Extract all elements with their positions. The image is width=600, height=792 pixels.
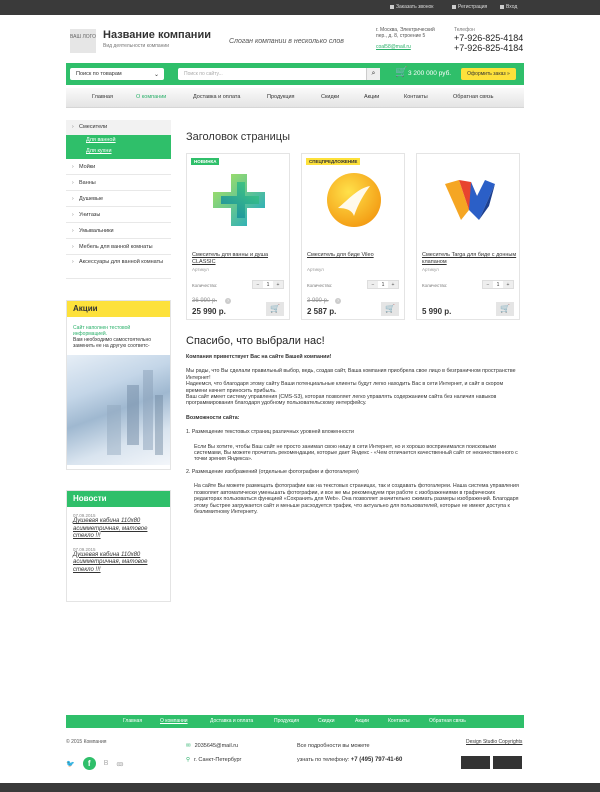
callback-label: Заказать звонок <box>396 4 434 10</box>
sidebar-item-toilets[interactable] <box>66 207 171 223</box>
product-image[interactable] <box>439 170 499 230</box>
sidebar-item-accessories[interactable] <box>66 255 171 279</box>
chevron-down-icon: ⌄ <box>153 72 159 78</box>
menu-item-promotions[interactable]: Акции <box>364 94 380 100</box>
footer-item-discounts[interactable]: Скидки <box>318 718 335 724</box>
chevron-right-icon: › <box>72 164 74 170</box>
product-name-link[interactable]: Смеситель для биде Vileo <box>307 252 374 258</box>
phone-icon <box>390 5 394 9</box>
news-date: 07.09.2015 <box>73 513 96 518</box>
promo-text-body: Вам необходимо самостоятельно заменить ее на другую соответс- <box>73 337 152 349</box>
chevron-right-icon: › <box>72 244 74 250</box>
add-to-cart-button[interactable] <box>266 302 284 316</box>
info-icon[interactable]: ? <box>226 298 230 303</box>
product-article: Артикул <box>307 267 324 272</box>
login-link[interactable] <box>500 4 517 10</box>
cart-icon[interactable]: 🛒 <box>395 67 408 78</box>
page-title: Заголовок страницы <box>186 131 290 143</box>
lead-text: Компания приветствует Вас на сайте Вашей компании! <box>186 354 332 360</box>
location-icon: ⚲ <box>186 757 191 763</box>
sidebar-item-label: Смесители <box>79 124 108 130</box>
phone-2: +7-926-825-4184 <box>454 43 524 53</box>
sidebar-submenu <box>66 120 171 159</box>
old-price: 3 990 р. <box>307 298 329 304</box>
sidebar-item-washbasins[interactable] <box>66 223 171 239</box>
menu-item-contacts[interactable]: Контакты <box>404 94 428 100</box>
footer-city-text: г. Санкт-Петербург <box>194 757 242 763</box>
footer-item-delivery[interactable]: Доставка и оплата <box>210 718 254 724</box>
feature-title: 2. Размещение изображений (отдельные фотографии и фотогалерея) <box>186 468 359 475</box>
promo-box <box>66 300 171 470</box>
twitter-icon[interactable]: 🐦 <box>66 760 75 768</box>
quantity-label: Количество: <box>192 283 218 288</box>
old-price: 36 990 р. <box>192 298 218 304</box>
search-category-value: Поиск по товарам <box>76 71 122 77</box>
studio-link[interactable]: Design Studio Copyrights <box>466 739 523 745</box>
feature-text: Если Вы хотите, чтобы Ваш сайт не просто занимал свою нишу в сети Интернет, но и хорошо воспринимался поисковыми системами, Вы можете прочитать рекомендации, которые дает Яндекс - «Чем отличается качественный сайт от некачественного с точки зрения Яндекса». <box>194 443 518 463</box>
cart-icon: 🛒 <box>270 304 280 313</box>
callback-link[interactable] <box>390 4 433 10</box>
add-to-cart-button[interactable] <box>381 302 399 316</box>
sidebar-item-baths[interactable] <box>66 175 171 191</box>
footer-item-feedback[interactable]: Обратная связь <box>429 718 466 724</box>
product-image[interactable] <box>324 170 384 230</box>
chevron-right-icon: › <box>72 124 74 130</box>
product-image[interactable] <box>209 170 269 230</box>
badge-new: НОВИНКА <box>191 158 219 165</box>
menu-item-feedback[interactable]: Обратная связь <box>453 94 494 100</box>
user-icon <box>452 5 456 9</box>
footer-phone-label: узнать по телефону: <box>297 757 350 763</box>
feature-title: 1. Размещение текстовых страниц различных уровней вложенности <box>186 429 354 436</box>
phone-1: +7-926-825-4184 <box>454 33 524 43</box>
promo-text <box>67 317 170 349</box>
company-subtitle: Вид деятельности компании <box>103 43 170 49</box>
product-article: Артикул <box>422 267 439 272</box>
counters <box>461 756 522 769</box>
sidebar-item-mixers[interactable] <box>66 120 171 135</box>
footer-item-about[interactable]: О компании <box>160 718 188 724</box>
search-icon[interactable]: ⌕ <box>366 68 380 80</box>
footer-phone <box>297 757 402 763</box>
product-name-link[interactable]: Смеситель для ванны и душа CLASSIC <box>192 252 269 265</box>
sidebar-item-label: Аксессуары для ванной комнаты <box>79 259 164 265</box>
sidebar-item-label: Умывальники <box>79 228 114 234</box>
plus-button[interactable]: + <box>273 281 283 288</box>
news-link[interactable]: Душевая кабина 110x80 асимметричная, матовое стекло !!! <box>73 518 148 539</box>
quantity-stepper[interactable] <box>482 280 514 289</box>
chevron-right-icon: › <box>72 196 74 202</box>
sidebar-item-label: Душевые <box>79 196 104 202</box>
search-input[interactable] <box>178 68 380 80</box>
cart-icon: 🛒 <box>500 304 510 313</box>
article-body <box>186 354 522 521</box>
lock-icon <box>500 5 504 9</box>
quantity-stepper[interactable] <box>252 280 284 289</box>
product-article: Артикул <box>192 267 209 272</box>
menu-item-discounts[interactable]: Скидки <box>321 94 340 100</box>
product-name-link[interactable]: Смеситель Targa для биде с донным клапаном <box>422 252 517 265</box>
quantity-value[interactable]: 1 <box>496 282 500 288</box>
address-line1: г. Москва, Электрический <box>376 27 435 33</box>
footer-item-home[interactable]: Главная <box>123 718 143 724</box>
feature-text: На сайте Вы можете размещать фотографии как на текстовых страницах, так и создавать фотогалереи. Наша система управления позволяет автоматически уменьшать фотографии, и все же мы рекомендуем при работе с изображениями в графических редакторах пользоваться функцией «Сохранить для Web». Она позволяет значительно сжимать размеры изображений. Благодаря этому быстрее загружается сайт и меньше расходуется трафик, что актуально для пользователей, которые не имеют доступа к безлимитному Интернету. <box>194 483 519 515</box>
copyright: © 2015 Компания <box>66 739 107 745</box>
paragraph <box>186 368 522 406</box>
sidebar-item-sinks[interactable] <box>66 159 171 175</box>
quantity-stepper[interactable] <box>367 280 399 289</box>
header <box>0 15 600 63</box>
news-title: Новости <box>67 491 170 507</box>
sidebar-item-label: Мебель для ванной комнаты <box>79 244 153 250</box>
search-category-select[interactable] <box>70 68 164 80</box>
quantity-value[interactable]: 1 <box>266 282 270 288</box>
menu-item-products[interactable]: Продукция <box>267 94 295 100</box>
cart-icon: 🛒 <box>385 304 395 313</box>
minus-button[interactable]: − <box>253 281 263 288</box>
odnoklassniki-icon[interactable]: ꙭ <box>116 760 124 768</box>
chevron-right-icon: › <box>72 212 74 218</box>
counter-badge[interactable] <box>461 756 490 769</box>
quantity-value[interactable]: 1 <box>381 282 385 288</box>
bottom-bar <box>0 783 600 792</box>
news-box <box>66 490 171 602</box>
promo-text-green: Сайт наполнен тестовой информацией. <box>73 325 131 337</box>
login-label: Вход <box>506 4 518 10</box>
phone-label: Телефон <box>454 27 475 33</box>
logo[interactable]: ВАШ ЛОГО <box>70 29 96 53</box>
footer-more-text: Все подробности вы можете <box>297 743 370 749</box>
address <box>376 27 435 50</box>
promo-image[interactable] <box>67 355 170 465</box>
quantity-label: Количество: <box>307 283 333 288</box>
sidebar-item-label: Мойки <box>79 164 96 170</box>
product-card <box>301 153 405 320</box>
paragraph-text: Ваш сайт имеет систему управления (CMS-S3), которая позволяет легко управлять содержанием сайта без наличия навыков программирования благодаря удобному пользовательскому интерфейсу. <box>186 394 497 407</box>
quantity-label: Количество: <box>422 283 448 288</box>
footer-email[interactable] <box>186 743 238 749</box>
register-label: Регистрация <box>458 4 488 10</box>
header-email-link[interactable]: coal58@mail.ru <box>376 44 411 50</box>
plus-button[interactable]: + <box>503 281 513 288</box>
menu-item-home[interactable]: Главная <box>92 94 113 100</box>
badge-special: СПЕЦПРЕДЛОЖЕНИЕ <box>306 158 360 165</box>
sidebar-item-furniture[interactable] <box>66 239 171 255</box>
facebook-icon[interactable]: f <box>83 757 96 770</box>
chevron-right-icon: › <box>72 180 74 186</box>
add-to-cart-button[interactable] <box>496 302 514 316</box>
sidebar-item-showers[interactable] <box>66 191 171 207</box>
price: 5 990 р. <box>422 307 452 316</box>
footer-item-products[interactable]: Продукция <box>274 718 300 724</box>
search-bar <box>66 63 524 85</box>
main-menu <box>66 88 524 108</box>
price: 2 587 р. <box>307 307 337 316</box>
promo-title: Акции <box>67 301 170 317</box>
social-links <box>66 757 124 770</box>
price: 25 990 р. <box>192 307 226 316</box>
phones <box>454 27 523 53</box>
sidebar-sublink-bath[interactable]: Для ванной <box>86 137 116 143</box>
chevron-right-icon: › <box>72 228 74 234</box>
minus-button[interactable]: − <box>368 281 378 288</box>
news-item <box>67 541 170 575</box>
news-link[interactable]: Душевая кабина 110x80 асимметричная, матовое стекло !!! <box>73 551 148 573</box>
address-line2: пер., д. 8, строение 5 <box>376 33 426 39</box>
news-item <box>67 507 170 541</box>
sidebar-sublink-kitchen[interactable]: Для кухни <box>86 148 112 154</box>
register-link[interactable] <box>452 4 487 10</box>
footer-item-contacts[interactable]: Контакты <box>388 718 410 724</box>
mail-icon: ✉ <box>186 743 191 749</box>
section-heading: Спасибо, что выбрали нас! <box>186 335 325 347</box>
sidebar-item-label: Унитазы <box>79 212 101 218</box>
order-button[interactable]: Оформить заказ » <box>461 68 516 80</box>
cart-sum[interactable]: 3 200 000 руб. <box>408 70 452 77</box>
info-icon[interactable]: ? <box>336 298 340 303</box>
product-card <box>416 153 520 320</box>
minus-button[interactable]: − <box>483 281 493 288</box>
menu-item-delivery[interactable]: Доставка и оплата <box>193 94 241 100</box>
plus-button[interactable]: + <box>388 281 398 288</box>
paragraph-text: Мы рады, что Вы сделали правильный выбор, ведь, создав сайт, Ваша компания приобрела свое лицо в безграничном пространстве Интернет! <box>186 368 516 381</box>
product-card <box>186 153 290 320</box>
vk-icon[interactable]: В <box>103 760 109 767</box>
footer-item-promotions[interactable]: Акции <box>355 718 369 724</box>
sidebar-item-label: Ванны <box>79 180 96 186</box>
search-placeholder: Поиск по сайту... <box>184 71 223 77</box>
paragraph-text: Надеемся, что благодаря этому сайту Ваши потенциальные клиенты будут легко находить Вас в сети Интернет, и сайт в скором времени начнет приносить прибыль. <box>186 381 504 394</box>
footer-email-text: 2035645@mail.ru <box>194 743 239 749</box>
slogan: Слоган компании в несколько слов <box>229 38 344 45</box>
footer-phone-number[interactable]: +7 (495) 797-41-60 <box>350 757 403 763</box>
footer-menu <box>66 715 524 728</box>
top-bar <box>0 0 600 15</box>
sidebar-catalog <box>66 120 171 279</box>
news-date: 07.09.2015 <box>73 546 96 552</box>
footer-city <box>186 757 242 763</box>
company-name: Название компании <box>103 29 211 41</box>
menu-item-about[interactable]: О компании <box>136 94 167 100</box>
chevron-right-icon: › <box>72 259 74 265</box>
counter-badge[interactable] <box>493 756 522 769</box>
features-title: Возможности сайта: <box>186 414 240 421</box>
